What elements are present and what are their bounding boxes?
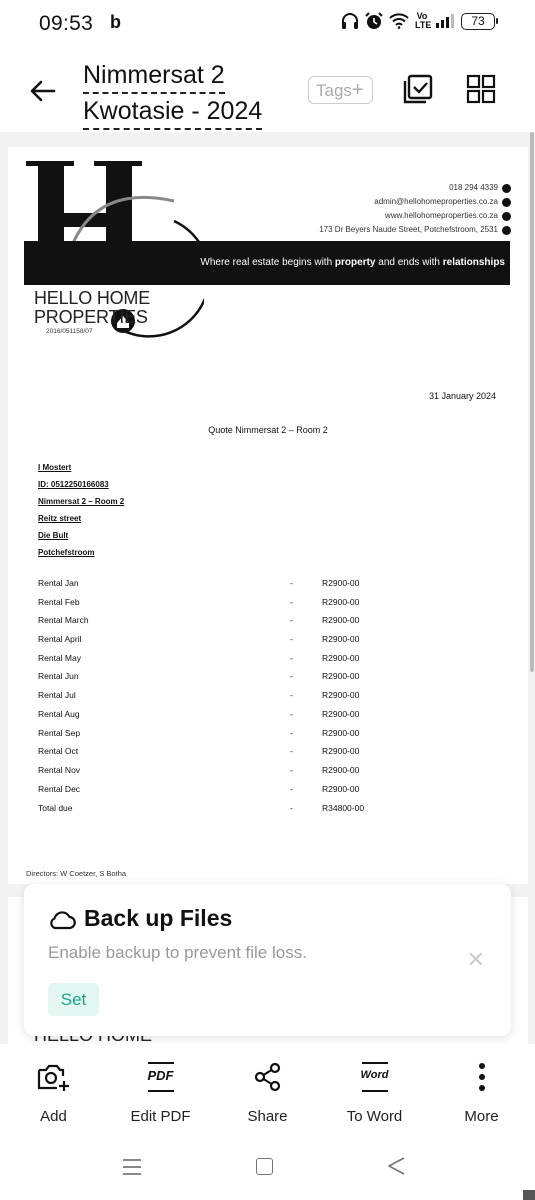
total-dash: - [290, 803, 293, 814]
globe-icon [502, 212, 511, 221]
headphones-icon [341, 12, 359, 30]
scrollbar[interactable] [530, 132, 534, 672]
brand-name [34, 289, 150, 327]
add-label: Add [40, 1108, 67, 1125]
contact-address: 173 Dr Beyers Naude Street, Potchefstroom, 2531 [319, 225, 498, 234]
address-line: Potchefstroom [38, 548, 95, 557]
nav-back-icon[interactable] [386, 1156, 406, 1176]
battery-indicator: 73 [461, 13, 495, 30]
table-row [38, 578, 398, 597]
alarm-icon [365, 12, 383, 30]
rental-amount: R2900-00 [322, 615, 360, 626]
status-icons [341, 12, 495, 30]
table-row [38, 634, 398, 653]
tags-label: Tags [316, 81, 352, 100]
document-title-line1: Nimmersat 2 [83, 58, 225, 94]
more-label: More [464, 1108, 499, 1125]
rental-amount: R2900-00 [322, 596, 360, 607]
rental-label: Rental Oct [38, 746, 79, 757]
document-title[interactable] [83, 58, 262, 130]
table-row [38, 765, 398, 784]
share-button[interactable] [214, 1044, 321, 1138]
cloud-icon [48, 908, 76, 930]
rental-dash: - [290, 727, 293, 738]
rental-amount: R2900-00 [322, 690, 360, 701]
email-icon [502, 198, 511, 207]
pdf-glyph: PDF [147, 1068, 174, 1083]
table-row [38, 597, 398, 616]
rental-dash: - [290, 615, 293, 626]
rental-amount: R2900-00 [322, 764, 360, 775]
rental-label: Rental Feb [38, 596, 80, 607]
edit-pdf-button[interactable] [107, 1044, 214, 1138]
rental-dash: - [290, 652, 293, 663]
word-glyph: Word [360, 1069, 389, 1081]
table-row [38, 615, 398, 634]
rental-dash: - [290, 578, 293, 588]
recipient-address [38, 459, 124, 561]
address-line: ID: 0512250166083 [38, 480, 109, 489]
rental-dash: - [290, 690, 293, 701]
address-line: Die Bult [38, 531, 69, 540]
table-row [38, 746, 398, 765]
close-icon[interactable]: ✕ [466, 947, 485, 972]
select-pages-icon[interactable] [400, 72, 434, 106]
rental-dash: - [290, 708, 293, 719]
backup-description: Enable backup to prevent file loss. [48, 943, 307, 962]
rental-dash: - [290, 634, 293, 645]
table-row [38, 784, 398, 803]
top-bar [0, 48, 535, 132]
system-nav-bar [0, 1138, 535, 1200]
table-row [38, 709, 398, 728]
brand-line2: PROPERTIES [34, 307, 148, 327]
rental-amount: R2900-00 [322, 708, 360, 719]
table-row [38, 690, 398, 709]
more-button[interactable] [428, 1044, 535, 1138]
rental-dash: - [290, 596, 293, 607]
rental-dash: - [290, 671, 293, 682]
pdf-edit-icon [144, 1060, 178, 1094]
rental-label: Rental Jan [38, 578, 79, 588]
wifi-icon [389, 13, 409, 29]
to-word-button[interactable] [321, 1044, 428, 1138]
status-bar [0, 0, 535, 48]
rental-label: Rental Jul [38, 690, 76, 701]
table-row [38, 728, 398, 747]
backup-card-title [48, 905, 232, 932]
camera-add-icon [37, 1060, 71, 1094]
rental-label: Rental Sep [38, 727, 81, 738]
tagline-bold1: property [334, 257, 376, 268]
signal-icon [435, 13, 455, 29]
rental-amount: R2900-00 [322, 634, 360, 645]
tagline-banner [24, 241, 510, 285]
bottom-toolbar [0, 1044, 535, 1138]
rental-label: Rental Aug [38, 708, 80, 719]
word-icon [358, 1060, 392, 1094]
contact-phone: 018 294 4339 [449, 183, 498, 192]
set-backup-button[interactable]: Set [48, 983, 99, 1016]
document-subject: Quote Nimmersat 2 – Room 2 [208, 425, 328, 435]
contact-web: www.hellohomeproperties.co.za [385, 211, 498, 220]
volte-indicator: Vo LTE [415, 11, 432, 30]
to-word-label: To Word [346, 1108, 403, 1125]
rental-label: Rental May [38, 652, 81, 663]
rental-dash: - [290, 746, 293, 757]
contact-block [319, 181, 511, 237]
rental-label: Rental April [38, 634, 82, 645]
recent-apps-icon[interactable] [122, 1158, 142, 1176]
rental-amount: R2900-00 [322, 578, 360, 588]
address-line: I Mostert [38, 463, 72, 472]
rental-table [38, 578, 398, 822]
rental-amount: R2900-00 [322, 727, 360, 738]
table-row [38, 653, 398, 672]
total-row [38, 803, 398, 822]
rental-amount: R2900-00 [322, 652, 360, 663]
rental-label: Rental Nov [38, 764, 81, 775]
tagline-text [200, 257, 505, 268]
address-line: Nimmersat 2 – Room 2 [38, 497, 125, 506]
rental-amount: R2900-00 [322, 783, 360, 794]
table-row [38, 671, 398, 690]
rental-amount: R2900-00 [322, 671, 360, 682]
registration-number: 2016/051158/07 [46, 328, 93, 335]
back-arrow-icon[interactable] [28, 76, 58, 106]
backup-title-text: Back up Files [84, 905, 233, 931]
corner-artifact [523, 1190, 535, 1200]
directors-footer: Directors: W Coetzer, S Botha [26, 869, 127, 878]
share-label: Share [247, 1108, 288, 1125]
rental-label: Rental Dec [38, 783, 81, 794]
rental-dash: - [290, 783, 293, 794]
contact-email: admin@hellohomeproperties.co.za [374, 197, 498, 206]
tagline-bold2: relationships [442, 257, 505, 268]
rental-label: Rental March [38, 615, 89, 626]
backup-card [24, 884, 511, 1036]
status-time: 09:53 [39, 12, 94, 35]
rental-dash: - [290, 764, 293, 775]
document-page-1[interactable] [8, 147, 528, 884]
edit-pdf-label: Edit PDF [130, 1108, 191, 1125]
brand-line1: HELLO HOME [34, 288, 151, 308]
tagline-part1: Where real estate begins with [200, 257, 335, 268]
total-amount: R34800-00 [322, 803, 365, 814]
plus-icon: + [351, 79, 364, 101]
tagline-part2: and ends with [375, 257, 443, 268]
tags-button[interactable] [308, 76, 373, 104]
document-title-line2: Kwotasie - 2024 [83, 94, 262, 130]
phone-icon [502, 184, 511, 193]
grid-view-icon[interactable] [466, 74, 496, 104]
home-icon[interactable] [256, 1158, 273, 1175]
rental-label: Rental Jun [38, 671, 79, 682]
app-notification-icon: b [110, 12, 121, 32]
document-date: 31 January 2024 [428, 391, 496, 401]
add-button[interactable] [0, 1044, 107, 1138]
rental-amount: R2900-00 [322, 746, 360, 757]
address-line: Reitz street [38, 514, 82, 523]
location-icon [502, 226, 511, 235]
more-vertical-icon [465, 1060, 499, 1094]
total-label: Total due [38, 803, 73, 814]
share-icon [251, 1060, 285, 1094]
